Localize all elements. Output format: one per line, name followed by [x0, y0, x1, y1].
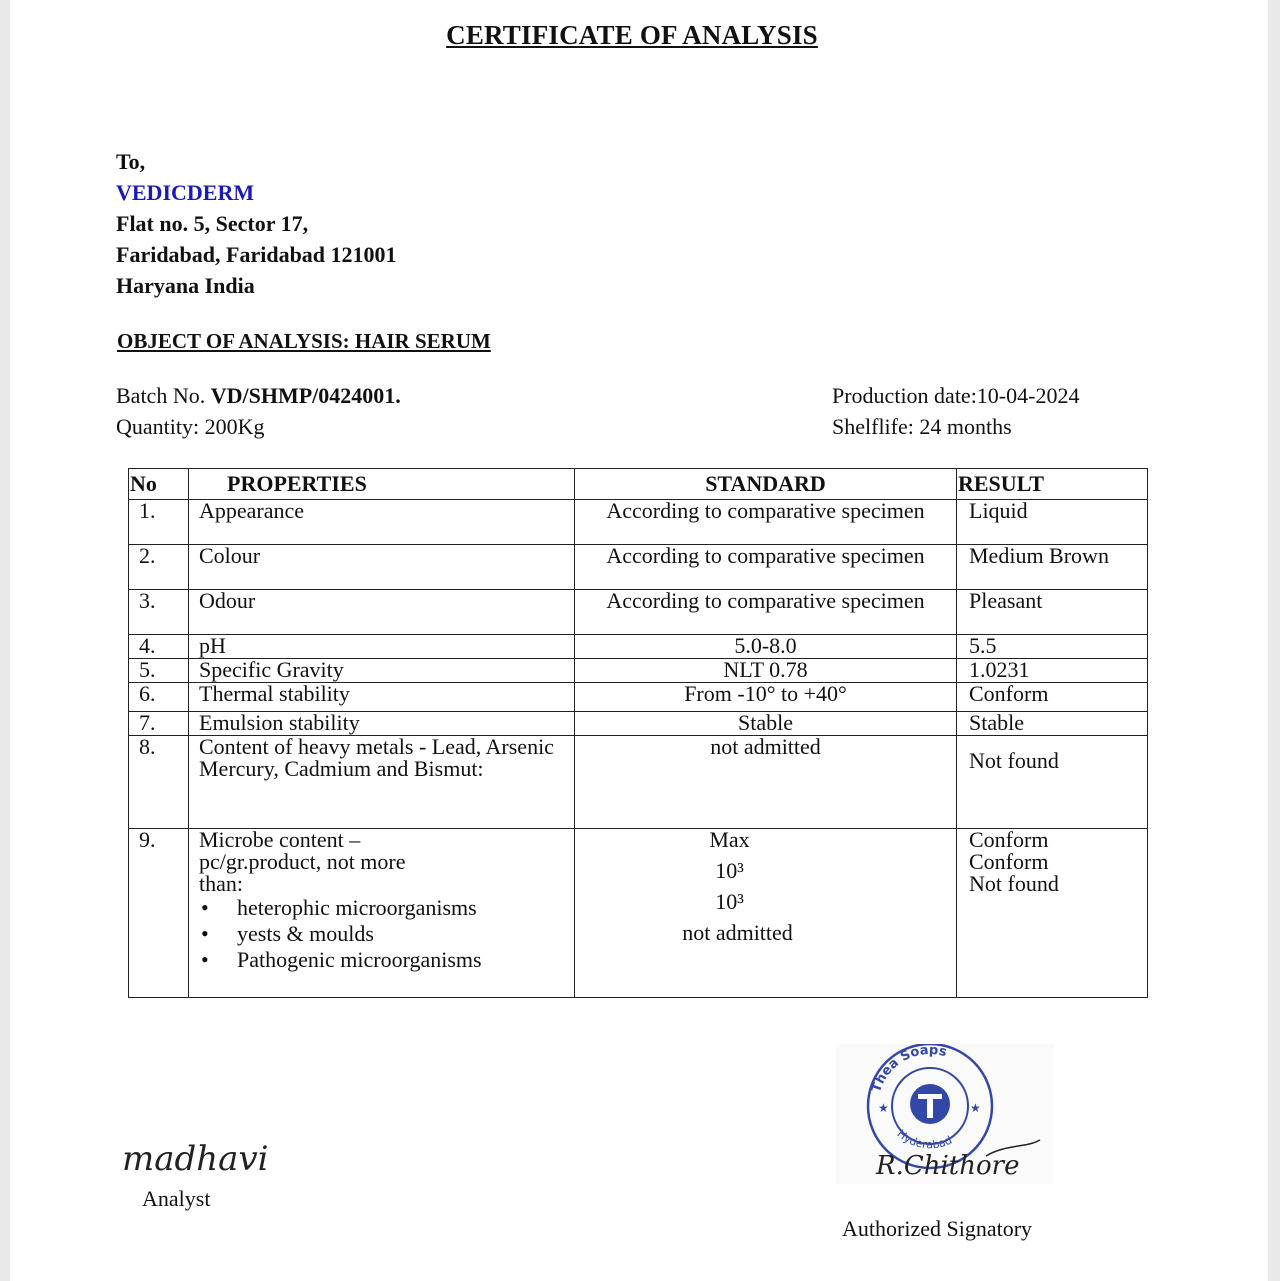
list-item: • Pathogenic microorganisms — [199, 947, 574, 973]
row-result: Liquid — [957, 500, 1148, 545]
stamp-bottom-text: Hyderabad — [894, 1127, 955, 1152]
object-of-analysis: OBJECT OF ANALYSIS: HAIR SERUM — [117, 329, 491, 353]
row-result: Stable — [957, 712, 1148, 736]
row-no: 1. — [129, 500, 189, 545]
batch-label: Batch No. — [116, 383, 206, 408]
row-standard-microbe — [575, 829, 957, 998]
row-standard: According to comparative specimen — [575, 545, 957, 590]
row-no: 4. — [129, 635, 189, 659]
analyst-label: Analyst — [142, 1186, 211, 1211]
row-result-microbe — [957, 829, 1148, 998]
row-property: Appearance — [189, 500, 575, 545]
row-no: 7. — [129, 712, 189, 736]
row-property: Thermal stability — [189, 683, 575, 712]
row-result: Not found — [957, 736, 1148, 829]
row-no: 6. — [129, 683, 189, 712]
table-row — [129, 590, 1148, 635]
row-no: 8. — [129, 736, 189, 829]
row-standard: NLT 0.78 — [575, 659, 957, 683]
production-info — [832, 380, 1079, 442]
analysis-table — [128, 468, 1148, 998]
authorized-signature: R.Chithore — [876, 1151, 1020, 1181]
document-title: CERTIFICATE OF ANALYSIS — [446, 20, 818, 50]
result-2: Conform — [969, 849, 1049, 874]
header-standard: STANDARD — [575, 469, 957, 500]
header-no: No — [129, 469, 189, 500]
stamp-top-text: Thea Soaps — [869, 1044, 949, 1095]
batch-info — [116, 380, 401, 442]
table-header-row — [129, 469, 1148, 500]
list-item: • yests & moulds — [199, 921, 574, 947]
stamp-star-right: ★ — [970, 1101, 981, 1115]
standard-limit-2: 10³ — [715, 889, 744, 914]
row-standard: Stable — [575, 712, 957, 736]
row-standard: According to comparative specimen — [575, 590, 957, 635]
page-edge-right — [1268, 0, 1280, 1281]
company-name: VEDICDERM — [116, 180, 255, 205]
table-row — [129, 683, 1148, 712]
row-property-microbe — [189, 829, 575, 998]
row-standard: From -10° to +40° — [575, 683, 957, 712]
address-line-1: Flat no. 5, Sector 17, — [116, 211, 309, 236]
row-result: 5.5 — [957, 635, 1148, 659]
row-property: Specific Gravity — [189, 659, 575, 683]
batch-line — [116, 380, 401, 411]
analyst-signature-text: madhavi — [122, 1139, 269, 1179]
standard-limit-1: 10³ — [715, 858, 744, 883]
table-row — [129, 736, 1148, 829]
row-property: Content of heavy metals - Lead, Arsenic Mercury, Cadmium and Bismut: — [189, 736, 575, 829]
row-result: 1.0231 — [957, 659, 1148, 683]
company-stamp — [836, 1044, 1054, 1184]
header-result: RESULT — [957, 469, 1148, 500]
authorized-signatory-label: Authorized Signatory — [842, 1216, 1033, 1241]
standard-max: Max — [709, 827, 750, 852]
page-edge-left — [0, 0, 10, 1281]
row-property: pH — [189, 635, 575, 659]
microbe-line-3: than: — [199, 871, 243, 896]
shelf-life: Shelflife: 24 months — [832, 414, 1012, 439]
row-property: Colour — [189, 545, 575, 590]
table-row — [129, 500, 1148, 545]
list-item: • heterophic microorganisms — [199, 895, 574, 921]
header-properties: PROPERTIES — [189, 469, 575, 500]
result-3: Not found — [969, 871, 1059, 896]
row-standard: 5.0-8.0 — [575, 635, 957, 659]
address-line-3: Haryana India — [116, 273, 255, 298]
row-standard: not admitted — [575, 736, 957, 829]
stamp-area — [836, 1044, 1054, 1184]
row-standard: According to comparative specimen — [575, 500, 957, 545]
table-row — [129, 712, 1148, 736]
row-no: 5. — [129, 659, 189, 683]
table-row — [129, 545, 1148, 590]
batch-number: VD/SHMP/0424001. — [210, 383, 401, 408]
row-no: 9. — [129, 829, 189, 998]
table-row — [129, 635, 1148, 659]
row-no: 3. — [129, 590, 189, 635]
row-result: Pleasant — [957, 590, 1148, 635]
quantity: Quantity: 200Kg — [116, 414, 265, 439]
microbe-bullet-list — [199, 895, 574, 973]
salutation: To, — [116, 149, 146, 174]
standard-not-admitted: not admitted — [682, 920, 793, 945]
row-result: Conform — [957, 683, 1148, 712]
result-1: Conform — [969, 827, 1049, 852]
stamp-logo-icon — [910, 1084, 950, 1124]
table-row — [129, 659, 1148, 683]
row-property: Emulsion stability — [189, 712, 575, 736]
address-line-2: Faridabad, Faridabad 121001 — [116, 242, 397, 267]
row-no: 2. — [129, 545, 189, 590]
row-property: Odour — [189, 590, 575, 635]
microbe-line-1: Microbe content – — [199, 827, 361, 852]
production-date: Production date:10-04-2024 — [832, 383, 1080, 408]
analyst-signature — [120, 1128, 320, 1188]
row-result: Medium Brown — [957, 545, 1148, 590]
microbe-line-2: pc/gr.product, not more — [199, 849, 406, 874]
table-row-microbe — [129, 829, 1148, 998]
stamp-star-left: ★ — [878, 1101, 889, 1115]
recipient-address — [116, 146, 397, 301]
